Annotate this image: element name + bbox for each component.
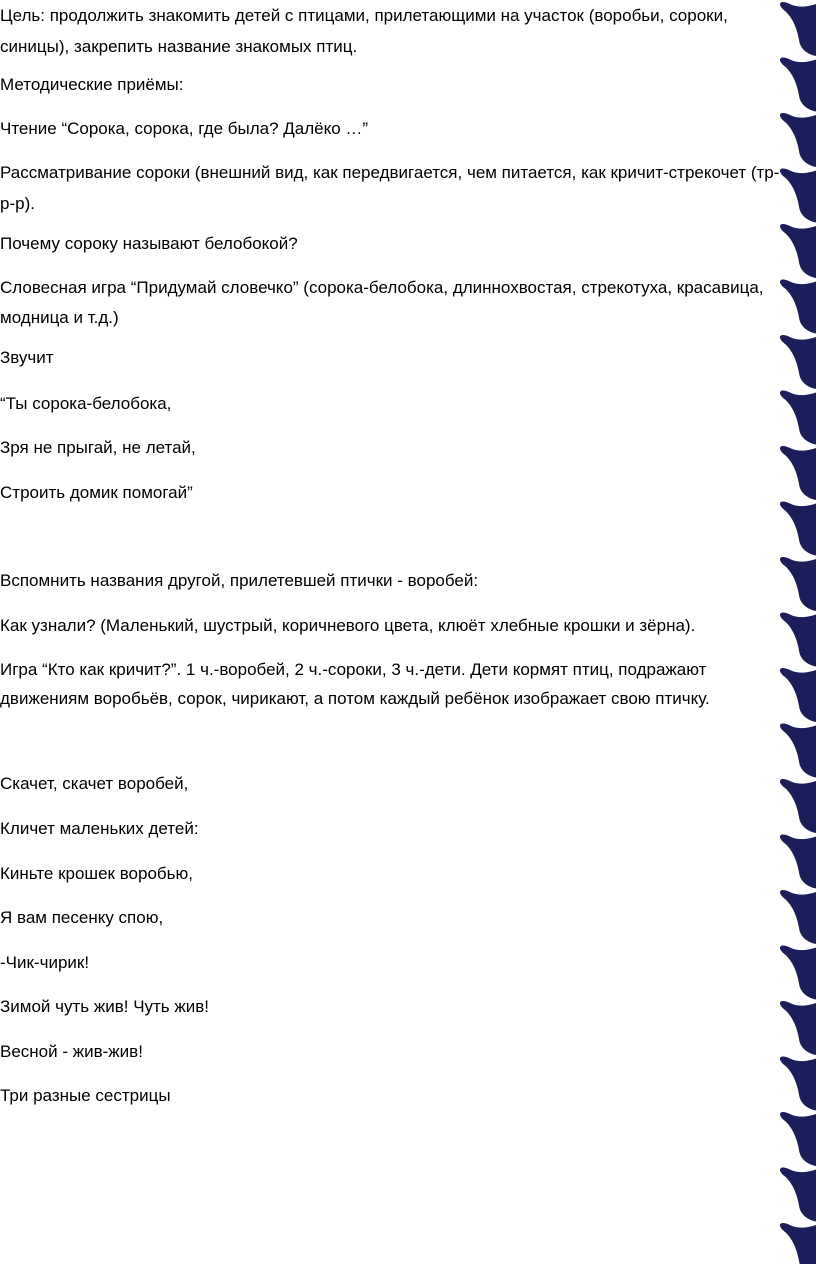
sounds-line: Звучит [0,348,54,367]
game-line-2: движениям воробьёв, сорок, чирикают, а потом каждый ребёнок изображает свою птичку. [0,689,710,708]
poem2-line-3: Киньте крошек воробью, [0,864,193,883]
goal-line-1: Цель: продолжить знакомить детей с птицами, прилетающими на участок (воробьи, сороки, [0,6,728,25]
poem2-line-1: Скачет, скачет воробей, [0,774,189,793]
wave-curl-icon [780,501,816,555]
wave-curl-icon [780,890,816,944]
word-game-line-1: Словесная игра “Придумай словечко” (сорока-белобока, длиннохвостая, стрекотуха, красавица, [0,278,764,297]
wave-curl-icon [780,2,816,56]
poem1-line-1: “Ты сорока-белобока, [0,394,172,413]
wave-curl-icon [780,446,816,500]
wave-curl-icon [780,557,816,611]
recall-line: Вспомнить названия другой, прилетевшей птички - воробей: [0,571,479,590]
wave-curl-icon [780,113,816,167]
wave-curl-icon [780,945,816,999]
wave-curl-icon [780,335,816,389]
recognize-line: Как узнали? (Маленький, шустрый, коричневого цвета, клюёт хлебные крошки и зёрна). [0,616,696,635]
wave-curl-icon [780,1223,816,1264]
wave-curl-icon [780,1001,816,1055]
poem2-line-6: Зимой чуть жив! Чуть жив! [0,997,210,1016]
goal-line-2: синицы), закрепить название знакомых птиц. [0,37,358,56]
wave-curl-icon [780,57,816,111]
poem1-line-3: Строить домик помогай” [0,483,193,502]
poem2-line-4: Я вам песенку спою, [0,908,164,927]
wave-curl-icon [780,168,816,222]
poem1-line-2: Зря не прыгай, не летай, [0,438,196,457]
wave-curl-icon [780,1167,816,1221]
wave-curl-icon [780,668,816,722]
observation-line-2: р-р). [0,194,35,213]
wave-curl-icon [780,279,816,333]
poem2-line-5: -Чик-чирик! [0,953,90,972]
wave-curl-icon [780,390,816,444]
word-game-line-2: модница и т.д.) [0,308,119,327]
wave-curl-icon [780,723,816,777]
poem2-line-7: Весной - жив-жив! [0,1042,143,1061]
wave-curl-icon [780,612,816,666]
poem2-line-2: Кличет маленьких детей: [0,819,199,838]
observation-line-1: Рассматривание сороки (внешний вид, как передвигается, чем питается, как кричит-стрекочет (тр- [0,163,780,182]
question-line: Почему сороку называют белобокой? [0,234,298,253]
wave-curl-icon [780,224,816,278]
riddle-intro-line: Три разные сестрицы [0,1086,171,1105]
wave-curl-icon [780,1112,816,1166]
wave-border-icon [776,0,816,1264]
game-line-1: Игра “Кто как кричит?”. 1 ч.-воробей, 2 ч.-сороки, 3 ч.-дети. Дети кормят птиц, подражают [0,660,707,679]
wave-curl-icon [780,834,816,888]
methods-heading: Методические приёмы: [0,75,184,94]
reading-line: Чтение “Сорока, сорока, где была? Далёко …” [0,119,369,138]
wave-curl-icon [780,1056,816,1110]
wave-curl-icon [780,779,816,833]
